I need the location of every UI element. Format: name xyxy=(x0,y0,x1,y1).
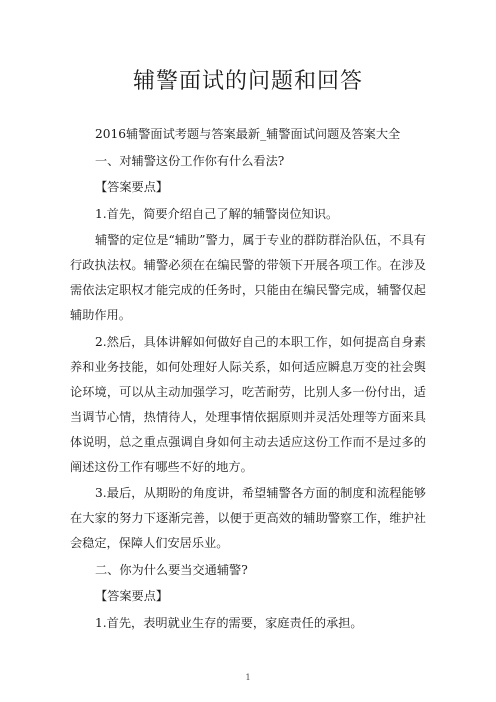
paragraph: 辅警的定位是“辅助”警力，属于专业的群防群治队伍，不具有行政执法权。辅警必须在在编民警的带领下开展各项工作。在涉及需依法定职权才能完成的任务时，只能由在编民警完成，辅警仅起辅助作用。 xyxy=(70,233,426,322)
document-body xyxy=(70,122,426,637)
paragraph: 1.首先，简要介绍自己了解的辅警岗位知识。 xyxy=(95,206,339,221)
answer-label: 【答案要点】 xyxy=(95,180,169,194)
paragraph: 3.最后，从期盼的角度讲，希望辅警各方面的制度和流程能够在大家的努力下逐渐完善，以便于更高效的辅助警察工作，维护社会稳定，保障人们安居乐业。 xyxy=(70,486,426,550)
page-number: 1 xyxy=(245,673,251,682)
question-heading: 二、你为什么要当交通辅警? xyxy=(95,562,248,577)
paragraph-subtitle: 2016辅警面试考题与答案最新_辅警面试问题及答案大全 xyxy=(95,127,401,141)
question-heading: 一、对辅警这份工作你有什么看法? xyxy=(95,153,285,168)
paragraph: 1.首先，表明就业生存的需要，家庭责任的承担。 xyxy=(95,615,363,630)
document-title: 辅警面试的问题和回答 xyxy=(132,69,363,94)
answer-label: 【答案要点】 xyxy=(95,589,169,603)
paragraph: 2.然后，具体讲解如何做好自己的本职工作，如何提高自身素养和业务技能，如何处理好人际关系，如何适应瞬息万变的社会舆论环境，可以从主动加强学习，吃苦耐劳，比别人多一份付出，适当调节心情，热情待人，处理事情依据原则并灵活处理等方面来具体说明，总之重点强调自身如何主动去适应这份工作而不是过多的阐述这份工作有哪些不好的地方。 xyxy=(70,334,426,474)
